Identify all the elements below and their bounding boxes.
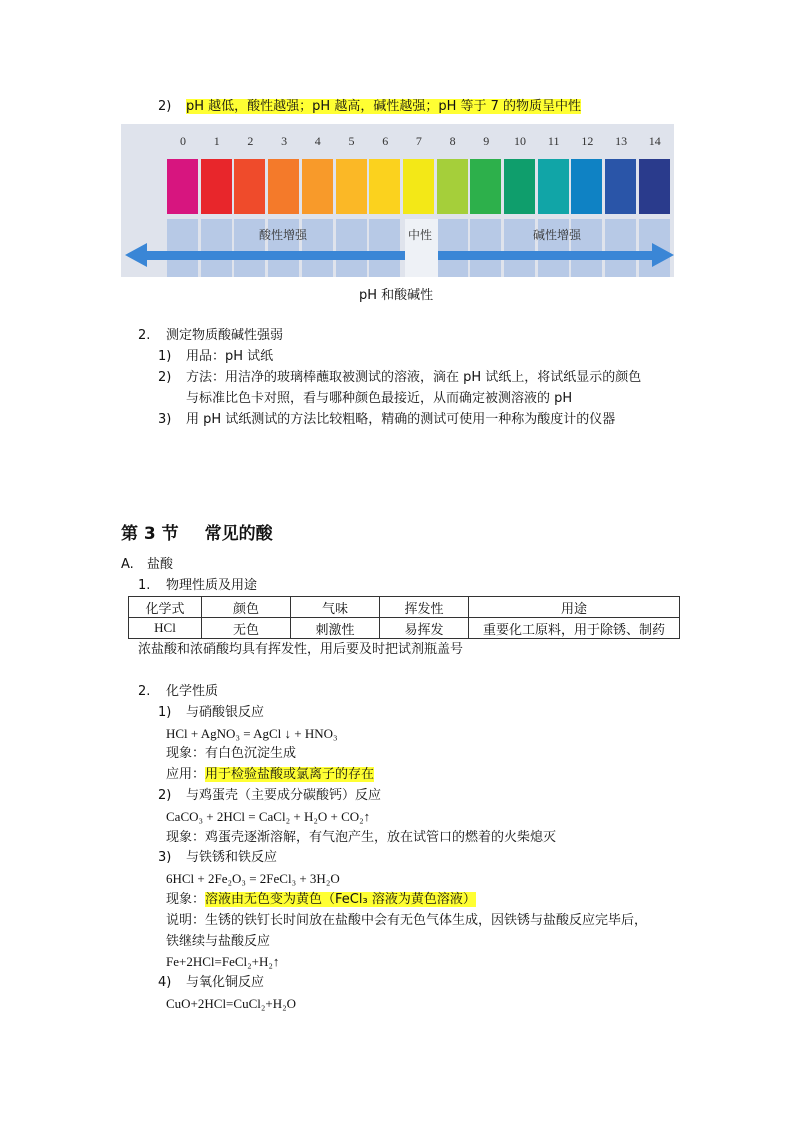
highlighted-text: pH 越低，酸性越强；pH 越高，碱性越强；pH 等于 7 的物质呈中性: [186, 99, 582, 114]
measure-item-text: 用品：pH 试纸: [186, 349, 274, 364]
ph-color-block: [571, 159, 602, 214]
ph-number: 1: [213, 134, 220, 148]
list-number: 3): [158, 850, 172, 865]
reaction-3-phenomenon: [166, 890, 476, 910]
reaction-title: 与铁锈和铁反应: [186, 850, 278, 865]
physical-note: 浓盐酸和浓硝酸均具有挥发性，用后要及时把试剂瓶盖号: [138, 642, 464, 657]
ph-color-block: [403, 159, 434, 214]
list-number: 4): [158, 975, 172, 990]
reaction-2-title: [158, 786, 381, 806]
ph-number: 14: [648, 134, 661, 148]
ph-stripe: [336, 219, 367, 277]
highlighted-text: 用于检验盐酸或氯离子的存在: [205, 767, 375, 782]
list-number: 2): [158, 370, 172, 385]
ph-stripe: [437, 219, 468, 277]
list-number: 1): [158, 349, 172, 364]
measure-item-2: [158, 368, 641, 388]
ph-stripe: [504, 219, 535, 277]
section-name: 常见的酸: [204, 524, 273, 544]
list-number: 2.: [138, 328, 151, 343]
reaction-4-equation: CuO+2HCl=CuCl₂+H₂O: [166, 996, 297, 1011]
ph-number: 13: [615, 134, 628, 148]
list-number: 2): [158, 99, 172, 114]
ph-chart-caption: pH 和酸碱性: [359, 288, 434, 303]
ph-number: 12: [581, 134, 594, 148]
ph-color-block: [302, 159, 333, 214]
ph-number: 0: [180, 134, 186, 148]
ph-color-block: [639, 159, 670, 214]
phenomenon-prefix: 现象：: [166, 892, 206, 907]
neutral-label: 中性: [408, 228, 433, 242]
chemical-heading-text: 化学性质: [166, 684, 219, 699]
table-cell: 无色: [202, 618, 291, 639]
reaction-2-equation: CaCO₃ + 2HCl = CaCl₂ + H₂O + CO₂↑: [166, 809, 371, 824]
table-header-row: [129, 597, 680, 618]
reaction-2-phenomenon: 现象：鸡蛋壳逐渐溶解，有气泡产生，放在试管口的燃着的火柴熄灭: [166, 830, 557, 845]
table-cell: 重要化工原料，用于除锈、制药: [469, 618, 680, 639]
base-label: 碱性增强: [533, 228, 582, 242]
reaction-1-title: [158, 703, 264, 723]
physical-heading-text: 物理性质及用途: [166, 578, 258, 593]
measure-heading-text: 测定物质酸碱性强弱: [166, 328, 284, 343]
measure-heading: [138, 326, 283, 346]
base-arrowhead: [652, 243, 674, 267]
ph-color-block: [167, 159, 198, 214]
measure-item-1: [158, 347, 273, 367]
table-cell: HCl: [129, 618, 202, 639]
acid-label: 酸性增强: [259, 228, 308, 242]
ph-color-block: [470, 159, 501, 214]
ph-number: 11: [547, 134, 560, 148]
table-header: 颜色: [202, 597, 291, 618]
base-arrow: [438, 251, 652, 260]
ph-stripe: [201, 219, 232, 277]
subsection-name: 盐酸: [147, 557, 174, 572]
ph-number: 3: [281, 134, 288, 148]
reaction-4-title: [158, 973, 264, 993]
subsection-letter: A.: [121, 557, 134, 572]
reaction-3-note-cont: 铁继续与盐酸反应: [166, 934, 271, 949]
ph-chart: [121, 124, 674, 277]
list-number: 2): [158, 788, 172, 803]
ph-number: 8: [449, 134, 456, 148]
physical-heading: [138, 576, 257, 596]
reaction-title: 与氧化铜反应: [186, 975, 265, 990]
measure-item-text: 用 pH 试纸测试的方法比较粗略，精确的测试可使用一种称为酸度计的仪器: [186, 412, 616, 427]
ph-color-block: [336, 159, 367, 214]
table-header: 用途: [469, 597, 680, 618]
ph-stripe: [470, 219, 501, 277]
reaction-3-title: [158, 848, 277, 868]
ph-number: 5: [348, 134, 355, 148]
acid-arrow: [143, 251, 405, 260]
ph-number: 7: [415, 134, 422, 148]
reaction-title: 与硝酸银反应: [186, 705, 265, 720]
acid-arrowhead: [125, 243, 147, 267]
use-prefix: 应用：: [166, 767, 206, 782]
ph-color-block: [201, 159, 232, 214]
ph-intro-line: [158, 97, 581, 117]
ph-color-block: [234, 159, 265, 214]
list-number: 3): [158, 412, 172, 427]
ph-color-block: [437, 159, 468, 214]
list-number: 1.: [138, 578, 151, 593]
highlighted-text: 溶液由无色变为黄色（FeCl₃ 溶液为黄色溶液）: [205, 892, 476, 907]
table-row: [129, 618, 680, 639]
measure-item-text: 方法：用洁净的玻璃棒蘸取被测试的溶液，滴在 pH 试纸上，将试纸显示的颜色: [186, 370, 642, 385]
ph-color-block: [538, 159, 569, 214]
ph-color-block: [369, 159, 400, 214]
ph-number: 9: [483, 134, 490, 148]
ph-stripe: [167, 219, 198, 277]
table-cell: 易挥发: [380, 618, 469, 639]
reaction-3-equation-2: Fe+2HCl=FeCl₂+H₂↑: [166, 954, 280, 969]
ph-number: 2: [247, 134, 254, 148]
chemical-heading: [138, 682, 218, 702]
reaction-1-use: [166, 765, 374, 785]
table-header: 挥发性: [380, 597, 469, 618]
reaction-title: 与鸡蛋壳（主要成分碳酸钙）反应: [186, 788, 382, 803]
ph-color-block: [268, 159, 299, 214]
list-number: 1): [158, 705, 172, 720]
measure-item-3: [158, 410, 615, 430]
measure-item-2-cont: 与标准比色卡对照，看与哪种颜色最接近，从而确定被测溶液的 pH: [186, 391, 573, 406]
ph-number: 6: [382, 134, 389, 148]
ph-stripe: [605, 219, 636, 277]
ph-color-block: [504, 159, 535, 214]
reaction-3-note: 说明：生锈的铁钉长时间放在盐酸中会有无色气体生成，因铁锈与盐酸反应完毕后，: [166, 913, 648, 928]
physical-properties-table: [128, 596, 680, 639]
table-header: 气味: [291, 597, 380, 618]
reaction-1-phenomenon: 现象：有白色沉淀生成: [166, 746, 297, 761]
ph-color-block: [605, 159, 636, 214]
ph-stripe: [369, 219, 400, 277]
table-header: 化学式: [129, 597, 202, 618]
table-cell: 刺激性: [291, 618, 380, 639]
section-number: 第 3 节: [121, 524, 179, 544]
ph-number: 4: [314, 134, 321, 148]
list-number: 2.: [138, 684, 151, 699]
subsection-heading: [121, 555, 173, 575]
reaction-3-equation: 6HCl + 2Fe₂O₃ = 2FeCl₃ + 3H₂O: [166, 871, 340, 886]
section-title: [121, 522, 273, 546]
reaction-1-equation: HCl + AgNO₃ = AgCl ↓ + HNO₃: [166, 726, 338, 741]
ph-number: 10: [514, 134, 526, 148]
